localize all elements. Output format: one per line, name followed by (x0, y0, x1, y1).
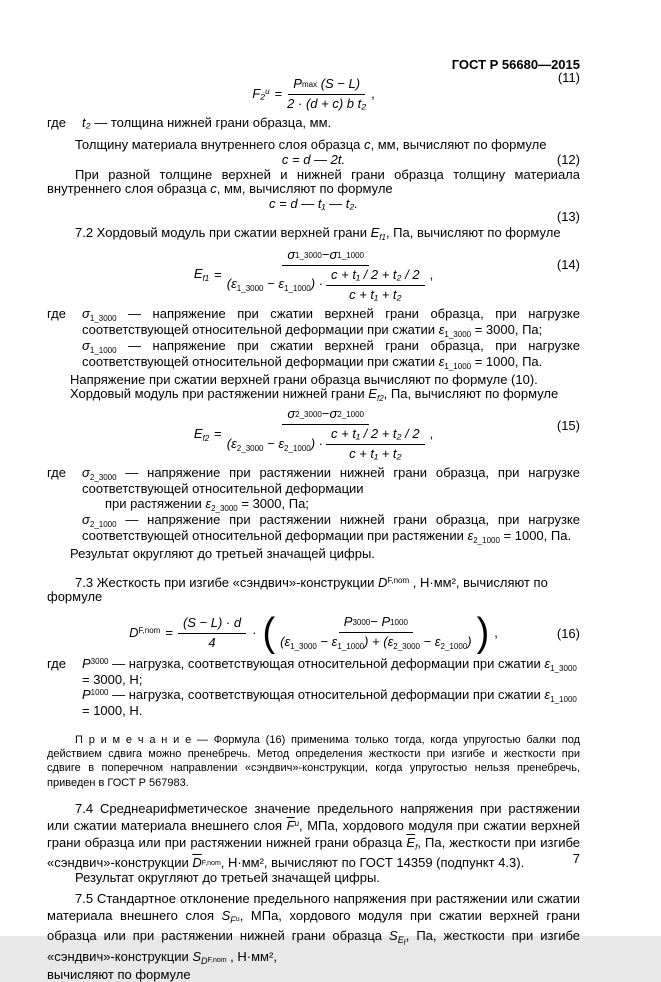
formula-14 (47, 248, 580, 303)
section-7-3-heading: 7.3 Жесткость при изгибе «сэндвич»-конструкции $D^{F,nom}$ , Н·мм², вычисляют по формуле (47, 574, 548, 605)
section-7-5-continuation: вычисляют по формуле (47, 966, 191, 982)
formula-11 (47, 69, 580, 112)
chord-modulus-tension-intro: Хордовый модуль при растяжении нижней грани $E_{f2}$, Па, вычисляют по формуле (70, 386, 559, 404)
definition-P3000: $P^{3000}$ — нагрузка, соответствующая относительной деформации при сжатии $\varepsilon_{1\_3000} = 3000$, Н; (82, 656, 577, 688)
eq14-number: (14) (556, 256, 580, 272)
definition-sigma1-1000: $\sigma_{1\_1000}$ — напряжение при сжатии верхней грани образца, при нагрузке соответствующей относительной деформации при сжатии $\varepsilon_{1\_1000} = 1000$, Па. (82, 337, 580, 371)
symbol-S-Ef: $S_{E_f}$ (389, 927, 406, 947)
eq15-equals: = (214, 426, 222, 442)
symbol-D-bar-Fnom: $\overline{D}^{F,nom}$ (192, 854, 221, 870)
eq16-close-paren: ) (476, 610, 490, 655)
where-14 (47, 307, 580, 371)
note-paragraph: П р и м е ч а н и е — Формула (16) применима только тогда, когда упругостью балки под действием сдвига можно пренебречь. Метод определения жесткости при изгибе и жесткости при сдвиге в поперечном направлении «сэндвич»-конструкции, когда упругостью нельзя пренебречь, приведен в ГОСТ Р 567983. (47, 733, 580, 789)
where-16 (47, 657, 580, 718)
eq15-number: (15) (556, 418, 580, 434)
eq16-multiply-dot: · (252, 624, 257, 640)
eq16-lhs: $D^{F,nom}$ (129, 624, 161, 640)
definition-P1000: $P^{1000}$ — нагрузка, соответствующая относительной деформации при сжатии $\varepsilon_{1\_1000} = 1000$, Н. (82, 686, 577, 718)
result-rounding-note-2: Результат округляют до третьей значащей цифры. (75, 869, 380, 885)
formula-16 (47, 610, 580, 655)
eq16-tail: , (494, 624, 498, 640)
eq16-open-paren: ( (262, 610, 276, 655)
section-7-5-paragraph: 7.5 Стандартное отклонение предельного напряжения при растяжении или сжатии материала внешнего слоя $S_{F^u}$, МПа, хордового модуля при сжатии верхней грани образца или при растяжении нижней грани образца $S_{E_f}$, Па, жесткости при изгибе «сэндвич»-конструкции $S_{D^{F,nom}}$ , Н·мм², (47, 890, 581, 966)
eq11-fraction: P max (S − L) 2 · (d + c) b t₂ (287, 75, 367, 111)
symbol-t2: t₂ (82, 114, 91, 130)
eq13-number: (13) (556, 209, 580, 224)
note-formula-10: Напряжение при сжатии верхней грани образца вычисляют по формуле (10). (70, 371, 538, 387)
where-11 (47, 116, 580, 131)
eq11-equals: = (274, 85, 283, 101)
eq14-fraction: σ 1_3000 − σ 1_1000 $(\varepsilon_{1\_3000} - \varepsilon_{1\_1000})$ · c + t₁ / 2 + t₂ / 2 c + t₁ + t₂ (227, 248, 425, 303)
paragraph-thickness-inner-layer: Толщину материала внутреннего слоя образца c, мм, вычисляют по формуле (75, 137, 547, 153)
eq14-equals: = (214, 266, 222, 282)
page-number: 7 (572, 851, 580, 866)
eq14-lhs: $E_{f1}$ (193, 266, 210, 284)
eq11-number: (11) (557, 69, 580, 85)
eq16-fraction-1: $\frac{(S - L) \cdot d}{4}$ (178, 616, 246, 651)
where-label: где (47, 656, 66, 672)
eq13-body: c = d — t₁ — t₂. (269, 196, 358, 211)
eq15-inner-fraction: c + t₁ / 2 + t₂ / 2 c + t₁ + t₂ (326, 427, 425, 462)
formula-12 (47, 153, 580, 168)
definition-sigma2-1000: $\sigma_{2\_1000}$ — напряжение при растяжении нижней грани образца, при нагрузке соответствующей относительной деформации при растяжении $\varepsilon_{2\_1000} = 1000$, Па. (82, 511, 580, 545)
definition-sigma2-3000: $\sigma_{2\_3000}$ — напряжение при растяжении нижней грани образца, при нагрузке соответствующей относительной деформации (82, 465, 580, 497)
symbol-E-bar-f: $\overline{E}_f$ (406, 835, 418, 853)
eq15-lhs: $E_{f2}$ (193, 425, 210, 443)
eq14-inner-fraction: c + t₁ / 2 + t₂ / 2 c + t₁ + t₂ (326, 268, 425, 303)
symbol-F-bar: $\overline{F}^u$ (286, 817, 300, 833)
symbol-S-Fu: $S_{F^u}$ (221, 907, 240, 925)
eq11-lhs: F₂$^u$ (252, 85, 270, 101)
eq11-tail: , (371, 85, 375, 101)
eq16-number: (16) (556, 626, 580, 642)
eq16-equals: = (165, 624, 173, 640)
standard-header: ГОСТ Р 56680—2015 (451, 57, 580, 72)
where-label: где (47, 305, 66, 321)
formula-13 (47, 196, 580, 224)
section-7-2-heading: 7.2 Хордовый модуль при сжатии верхней грани $E_{f1}$, Па, вычисляют по формуле (75, 224, 561, 242)
paragraph-different-thickness: При разной толщине верхней и нижней грани образца толщину материала внутреннего слоя образца c, мм, вычисляют по формуле (47, 166, 580, 197)
where-label: где (47, 465, 66, 481)
eq14-tail: , (429, 266, 434, 282)
symbol-S-DFnom: $S_{D^{F,nom}}$ (192, 948, 227, 966)
formula-15 (47, 407, 580, 462)
eq15-fraction: σ 2_3000 − σ 2_1000 $(\varepsilon_{2\_3000} - \varepsilon_{2\_1000})$ · c + t₁ / 2 + t₂ / 2 c + t₁ + t₂ (227, 407, 425, 462)
result-rounding-note-1: Результат округляют до третьей значащей цифры. (70, 546, 375, 561)
where-label: где (47, 114, 66, 130)
eq12-body: c = d — 2t. (281, 151, 346, 167)
eq16-fraction-2: P 3000 − P 1000 $(\varepsilon_{1\_3000} - \varepsilon_{1\_1000}) + (\varepsilon_{2\_3000} - \varepsilon_{2\_1000})$ (280, 614, 472, 651)
section-7-4-paragraph: 7.4 Среднеарифметическое значение предельного напряжения при растяжении или сжатии материала внешнего слоя $\overline{F}^u$, МПа, хордового модуля при сжатии верхней грани образца или при растяжении нижней грани образца $\overline{E}_f$, Па, жесткости при изгибе «сэндвич»-конструкции $\overline{D}^{F,nom}$, Н·мм², вычисляют по ГОСТ 14359 (подпункт 4.3). (47, 800, 581, 870)
eq12-number: (12) (556, 151, 580, 167)
where-15 (47, 466, 580, 545)
definition-text: — толщина нижней грани образца, мм. (94, 114, 332, 130)
definition-sigma2-3000-cont: при растяжении $\varepsilon_{2\_3000} = 3000$, Па; (105, 495, 309, 513)
definition-sigma1-3000: $\sigma_{1\_3000}$ — напряжение при сжатии верхней грани образца, при нагрузке соответствующей относительной деформации при сжатии $\varepsilon_{1\_3000} = 3000$, Па; (82, 305, 580, 339)
eq15-tail: , (429, 426, 434, 442)
